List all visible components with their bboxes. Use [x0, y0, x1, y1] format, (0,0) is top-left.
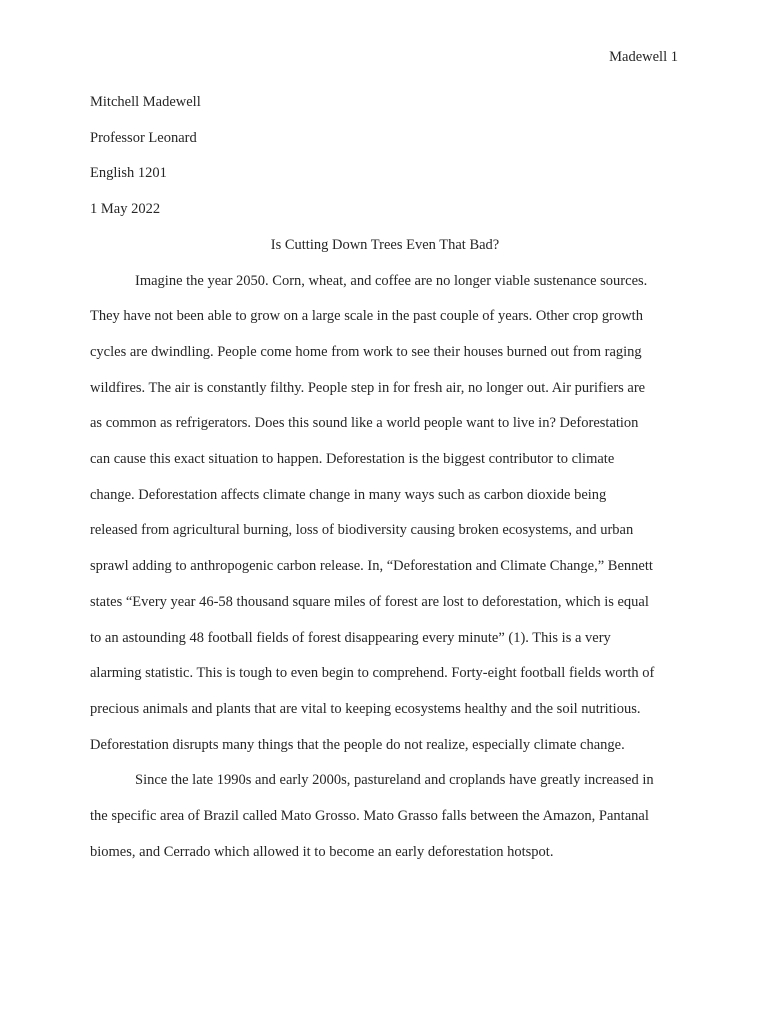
author-name: Mitchell Madewell	[90, 94, 201, 110]
paragraph-line: alarming statistic. This is tough to even begin to comprehend. Forty-eight football fields worth of	[90, 665, 655, 682]
paragraph-2	[90, 763, 680, 870]
essay-date: 1 May 2022	[90, 201, 161, 218]
paragraph-line: to an astounding 48 football fields of forest disappearing every minute” (1). This is a very	[90, 629, 611, 646]
paragraph-line: Since the late 1990s and early 2000s, pastureland and croplands have greatly increased in	[135, 772, 654, 789]
instructor-name: Professor Leonard	[90, 129, 197, 146]
paragraph-line: states “Every year 46-58 thousand square miles of forest are lost to deforestation, which is equal	[90, 593, 649, 610]
paragraph-line: cycles are dwindling. People come home from work to see their houses burned out from raging	[90, 343, 642, 360]
paragraph-line: precious animals and plants that are vital to keeping ecosystems healthy and the soil nutritious.	[90, 700, 641, 717]
paragraph-line: sprawl adding to anthropogenic carbon release. In, “Deforestation and Climate Change,” Bennett	[90, 558, 653, 575]
paragraph-line: can cause this exact situation to happen. Deforestation is the biggest contributor to climate	[90, 451, 615, 468]
paragraph-line: change. Deforestation affects climate change in many ways such as carbon dioxide being	[90, 486, 607, 503]
course-name: English 1201	[90, 165, 167, 182]
paragraph-line: the specific area of Brazil called Mato Grosso. Mato Grasso falls between the Amazon, Pantanal	[90, 808, 649, 825]
paragraph-line: as common as refrigerators. Does this sound like a world people want to live in? Deforestation	[90, 415, 639, 432]
paragraph-line: wildfires. The air is constantly filthy. People step in for fresh air, no longer out. Air purifiers are	[90, 379, 646, 396]
paragraph-line: They have not been able to grow on a large scale in the past couple of years. Other crop growth	[90, 308, 643, 325]
essay-body	[90, 85, 680, 870]
paragraph-line: Deforestation disrupts many things that the people do not realize, especially climate change.	[90, 736, 625, 753]
paragraph-line: Imagine the year 2050. Corn, wheat, and coffee are no longer viable sustenance sources.	[135, 272, 648, 289]
essay-title: Is Cutting Down Trees Even That Bad?	[270, 236, 500, 253]
paragraph-line: released from agricultural burning, loss of biodiversity causing broken ecosystems, and urban	[90, 522, 634, 539]
paragraph-1	[90, 264, 680, 764]
running-head: Madewell 1	[609, 49, 678, 65]
paragraph-line: biomes, and Cerrado which allowed it to become an early deforestation hotspot.	[90, 843, 554, 860]
